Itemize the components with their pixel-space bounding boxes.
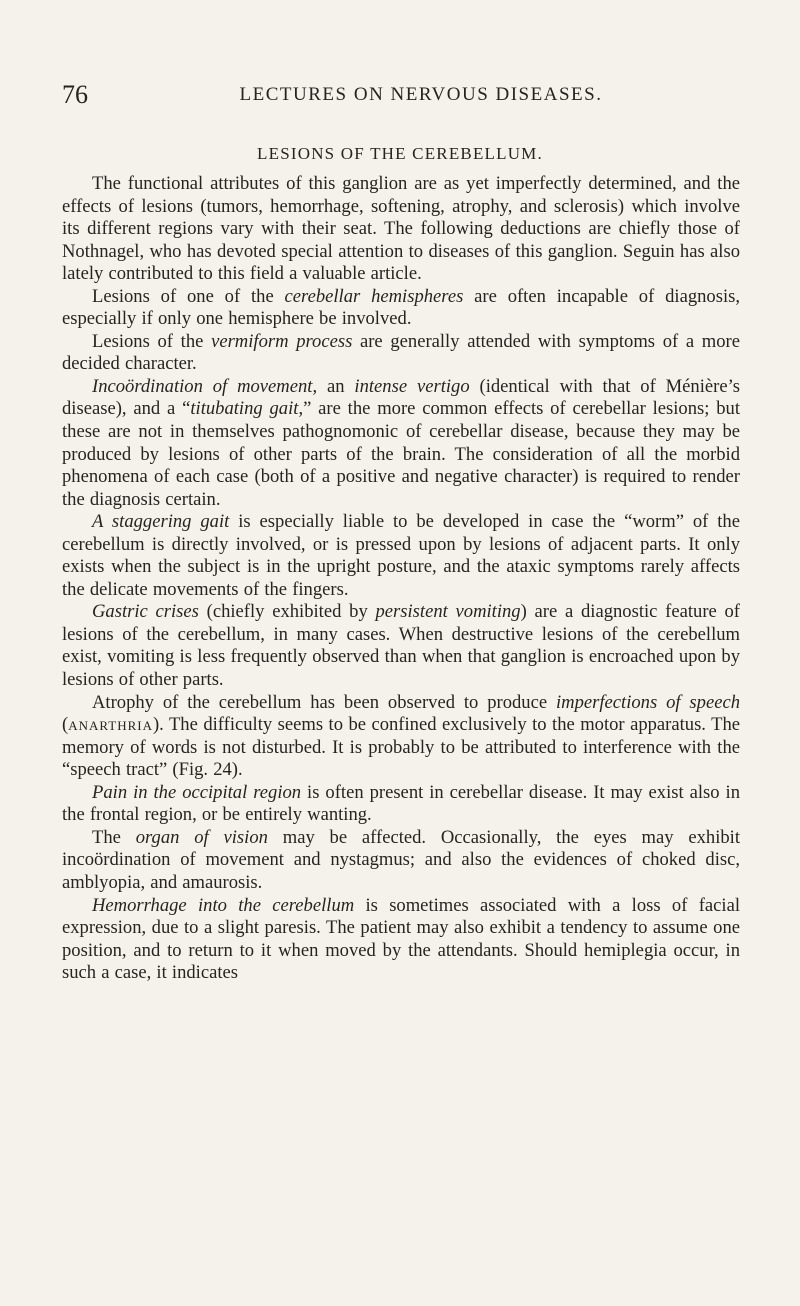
text-run: ) are a diagnostic feature of lesions of the cerebellum, in many cases. When destructive lesions of the cerebellum exist, vomiting is less frequently observed than when that ganglion is encroached upon by lesions of other parts. [62, 601, 740, 691]
paragraph [62, 782, 740, 827]
paragraph [62, 376, 740, 511]
italic-phrase: Pain in the occipital region [92, 781, 302, 803]
italic-phrase: intense vertigo [354, 375, 470, 397]
text-run: are often incapable of diagnosis, especially if only one hemisphere be involved. [62, 285, 740, 330]
paragraph [62, 601, 740, 691]
italic-phrase: imperfections of speech [555, 691, 740, 713]
text-run: ,” are the more common effects of cerebellar lesions; but these are not in themselves pathognomonic of cerebellar disease, because they may be produced by lesions of other parts of the brain. The consideration of all the morbid phenomena of each case (both of a positive and negative character) is required to render the diagnosis certain. [62, 398, 740, 510]
section-heading: LESIONS OF THE CEREBELLUM. [257, 144, 543, 163]
italic-phrase: Hemorrhage into the cerebellum [92, 894, 355, 916]
text-run: ). The difficulty seems to be confined exclusively to the motor apparatus. The memory of words is not disturbed. It is probably to be attributed to interference with the “speech tract” (Fig. 24). [62, 714, 740, 781]
running-title: LECTURES ON NERVOUS DISEASES. [239, 84, 603, 105]
text-run: Lesions of one of the [92, 285, 285, 307]
italic-phrase: titubating gait [190, 398, 299, 420]
italic-phrase: cerebellar hemispheres [284, 285, 464, 307]
paragraph [62, 331, 740, 376]
italic-phrase: A staggering gait [92, 511, 230, 533]
page-number: 76 [62, 80, 88, 109]
text-run: (chiefly exhibited by [198, 601, 376, 623]
paragraph [62, 827, 740, 895]
paragraph [62, 286, 740, 331]
running-head [62, 80, 740, 110]
paragraph [62, 895, 740, 985]
italic-phrase: Gastric crises [92, 601, 199, 623]
italic-phrase: organ of vision [135, 826, 268, 848]
paragraph [62, 692, 740, 782]
text-run: is especially liable to be developed in case the “worm” of the cerebellum is directly involved, or is pressed upon by lesions of adjacent parts. It only exists when the subject is in the upright posture, and the ataxic symptoms rarely affects the delicate movements of the fingers. [62, 511, 740, 600]
text-run: may be affected. Occasionally, the eyes may exhibit incoördination of movement and nystagmus; and also the evidences of choked disc, amblyopia, and amaurosis. [62, 826, 740, 893]
italic-phrase: Incoördination of movement [92, 375, 313, 397]
paragraph [62, 511, 740, 601]
text-run: are generally attended with symptoms of a more decided character. [62, 330, 740, 375]
text-run: is sometimes associated with a loss of facial expression, due to a slight paresis. The patient may also exhibit a tendency to assume one position, and to return to it when moved by the attendants. Should hemiplegia occur, in such a case, it indicates [62, 894, 741, 984]
text-run: Lesions of the [92, 330, 212, 352]
text-run: ( [62, 714, 69, 736]
text-run: The functional attributes of this ganglion are as yet imperfectly determined, and the effects of lesions (tumors, hemorrhage, softening, atrophy, and sclerosis) which involve its different regions vary with their seat. The following deductions are chiefly those of Nothnagel, who has devoted special attention to diseases of this ganglion. Seguin has also lately contributed to this field a valuable article. [62, 173, 740, 285]
text-run: is often present in cerebellar disease. It may exist also in the frontal region, or be entirely wanting. [62, 781, 740, 826]
text-run: The [92, 826, 136, 848]
paragraph [62, 173, 740, 286]
small-caps-term: anarthria [68, 714, 153, 736]
text-run: Atrophy of the cerebellum has been observed to produce [92, 691, 556, 713]
body-text [62, 173, 740, 985]
text-run: (identical with that of Ménière’s disease), and a “ [62, 375, 740, 420]
italic-phrase: vermiform process [211, 330, 353, 352]
text-run: , an [312, 375, 355, 397]
italic-phrase: persistent vomiting [375, 601, 521, 623]
